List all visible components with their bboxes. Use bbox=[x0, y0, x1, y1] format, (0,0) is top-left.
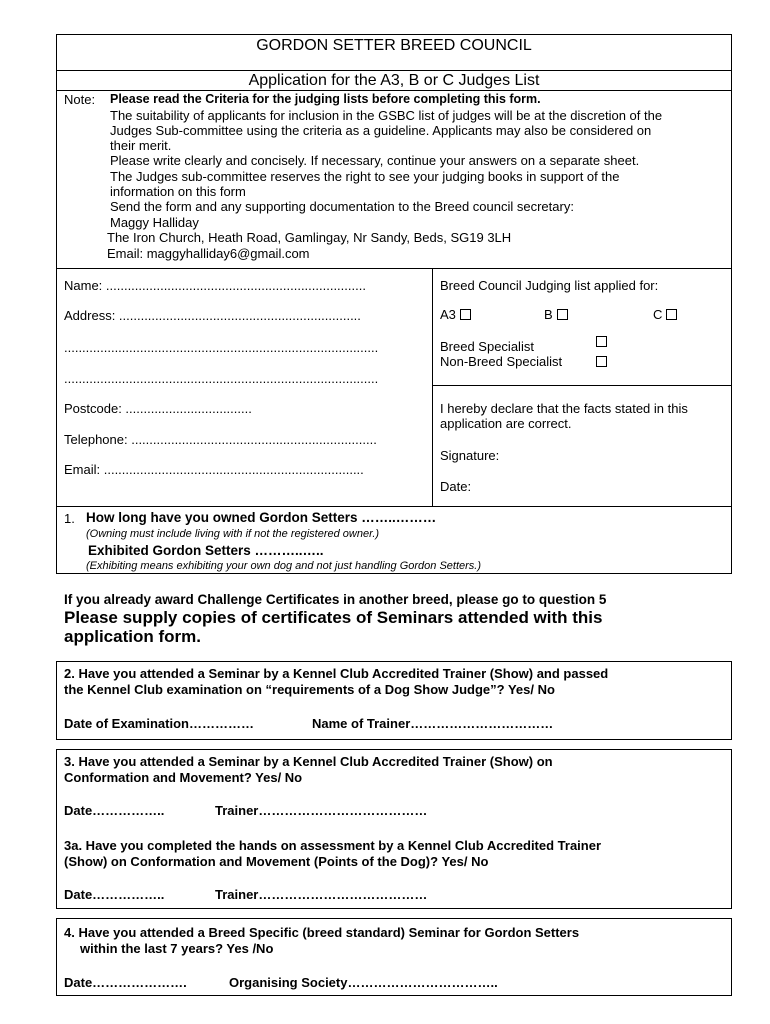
q3a-question[interactable]: (Show) on Conformation and Movement (Points of the Dog)? Yes/ No bbox=[64, 854, 489, 869]
q1-question[interactable]: How long have you owned Gordon Setters ……..……… bbox=[86, 510, 437, 525]
note-label: Note: bbox=[64, 92, 96, 107]
q2-question: 2. Have you attended a Seminar by a Kennel Club Accredited Trainer (Show) and passed bbox=[64, 666, 609, 681]
declaration-date-field[interactable]: Date: bbox=[440, 479, 472, 494]
declaration-text: I hereby declare that the facts stated in this bbox=[440, 401, 688, 416]
q3a-question: 3a. Have you completed the hands on assessment by a Kennel Club Accredited Trainer bbox=[64, 838, 602, 853]
challenge-certificate-instruction: If you already award Challenge Certificates in another breed, please go to question 5 bbox=[64, 592, 607, 607]
q3-question: 3. Have you attended a Seminar by a Kennel Club Accredited Trainer (Show) on bbox=[64, 754, 553, 769]
option-c[interactable] bbox=[653, 307, 677, 322]
c-checkbox[interactable] bbox=[666, 309, 677, 320]
address-line-2[interactable]: ....................................................................................... bbox=[64, 340, 379, 355]
q1-number: 1. bbox=[64, 511, 75, 526]
q3-question[interactable]: Conformation and Movement? Yes/ No bbox=[64, 770, 303, 785]
q4-date-field[interactable]: Date…………………. bbox=[64, 975, 187, 990]
option-b-label: B bbox=[544, 307, 553, 322]
q4-question: 4. Have you attended a Breed Specific (breed standard) Seminar for Gordon Setters bbox=[64, 925, 580, 940]
telephone-field[interactable]: Telephone: .................................................................... bbox=[64, 432, 377, 447]
q1-exhibited[interactable]: Exhibited Gordon Setters ………..….. bbox=[88, 543, 324, 558]
divider bbox=[56, 506, 732, 507]
org-title: GORDON SETTER BREED COUNCIL bbox=[256, 37, 532, 54]
note-criteria: Please read the Criteria for the judging lists before completing this form. bbox=[110, 92, 541, 106]
name-field[interactable]: Name: ........................................................................ bbox=[64, 278, 366, 293]
q2-question[interactable]: the Kennel Club examination on “requirements of a Dog Show Judge”? Yes/ No bbox=[64, 682, 555, 697]
q3a-date-field[interactable]: Date…………….. bbox=[64, 887, 165, 902]
address-line-3[interactable]: ....................................................................................... bbox=[64, 371, 379, 386]
q3-date-field[interactable]: Date…………….. bbox=[64, 803, 165, 818]
q4-society-field[interactable]: Organising Society…………………………….. bbox=[229, 975, 498, 990]
q2-trainer-field[interactable]: Name of Trainer…………………………… bbox=[312, 716, 554, 731]
note-line: information on this form bbox=[110, 184, 246, 199]
certificates-instruction: application form. bbox=[64, 627, 201, 646]
divider bbox=[432, 268, 433, 506]
secretary-name: Maggy Halliday bbox=[110, 215, 199, 230]
option-a3[interactable] bbox=[440, 307, 471, 322]
divider bbox=[56, 90, 732, 91]
q3a-trainer-field[interactable]: Trainer………………………………… bbox=[215, 887, 428, 902]
form-title: Application for the A3, B or C Judges List bbox=[248, 72, 540, 89]
q3-trainer-field[interactable]: Trainer………………………………… bbox=[215, 803, 428, 818]
address-field[interactable]: Address: ................................................................... bbox=[64, 308, 361, 323]
postcode-field[interactable]: Postcode: ................................... bbox=[64, 401, 252, 416]
breed-specialist-label: Breed Specialist bbox=[440, 339, 534, 354]
secretary-address: The Iron Church, Heath Road, Gamlingay, Nr Sandy, Beds, SG19 3LH bbox=[107, 230, 512, 245]
non-breed-specialist-checkbox[interactable] bbox=[596, 356, 607, 367]
q1-owning-note: (Owning must include living with if not the registered owner.) bbox=[86, 528, 380, 540]
a3-checkbox[interactable] bbox=[460, 309, 471, 320]
certificates-instruction: Please supply copies of certificates of Seminars attended with this bbox=[64, 608, 603, 627]
note-line: their merit. bbox=[110, 138, 172, 153]
option-c-label: C bbox=[653, 307, 663, 322]
q2-exam-date-field[interactable]: Date of Examination…………… bbox=[64, 716, 254, 731]
note-line: Send the form and any supporting documentation to the Breed council secretary: bbox=[110, 199, 574, 214]
divider bbox=[56, 268, 732, 269]
note-line: Please write clearly and concisely. If necessary, continue your answers on a separate sheet. bbox=[110, 153, 640, 168]
secretary-email: Email: maggyhalliday6@gmail.com bbox=[107, 246, 310, 261]
note-line: Judges Sub-committee using the criteria as a guideline. Applicants may also be considered on bbox=[110, 123, 652, 138]
note-line: The suitability of applicants for inclusion in the GSBC list of judges will be at the discretion of the bbox=[110, 108, 663, 123]
option-b[interactable] bbox=[544, 307, 568, 322]
non-breed-specialist-label: Non-Breed Specialist bbox=[440, 354, 563, 369]
b-checkbox[interactable] bbox=[557, 309, 568, 320]
q4-question[interactable]: within the last 7 years? Yes /No bbox=[80, 941, 274, 956]
q1-exhibiting-note: (Exhibiting means exhibiting your own dog and not just handling Gordon Setters.) bbox=[86, 560, 482, 572]
breed-specialist-checkbox[interactable] bbox=[596, 336, 607, 347]
signature-field[interactable]: Signature: bbox=[440, 448, 500, 463]
declaration-text: application are correct. bbox=[440, 416, 572, 431]
option-a3-label: A3 bbox=[440, 307, 456, 322]
judging-list-heading: Breed Council Judging list applied for: bbox=[440, 278, 659, 293]
email-field[interactable]: Email: ........................................................................ bbox=[64, 462, 364, 477]
divider bbox=[432, 385, 732, 386]
note-line: The Judges sub-committee reserves the right to see your judging books in support of the bbox=[110, 169, 620, 184]
divider bbox=[56, 70, 732, 71]
